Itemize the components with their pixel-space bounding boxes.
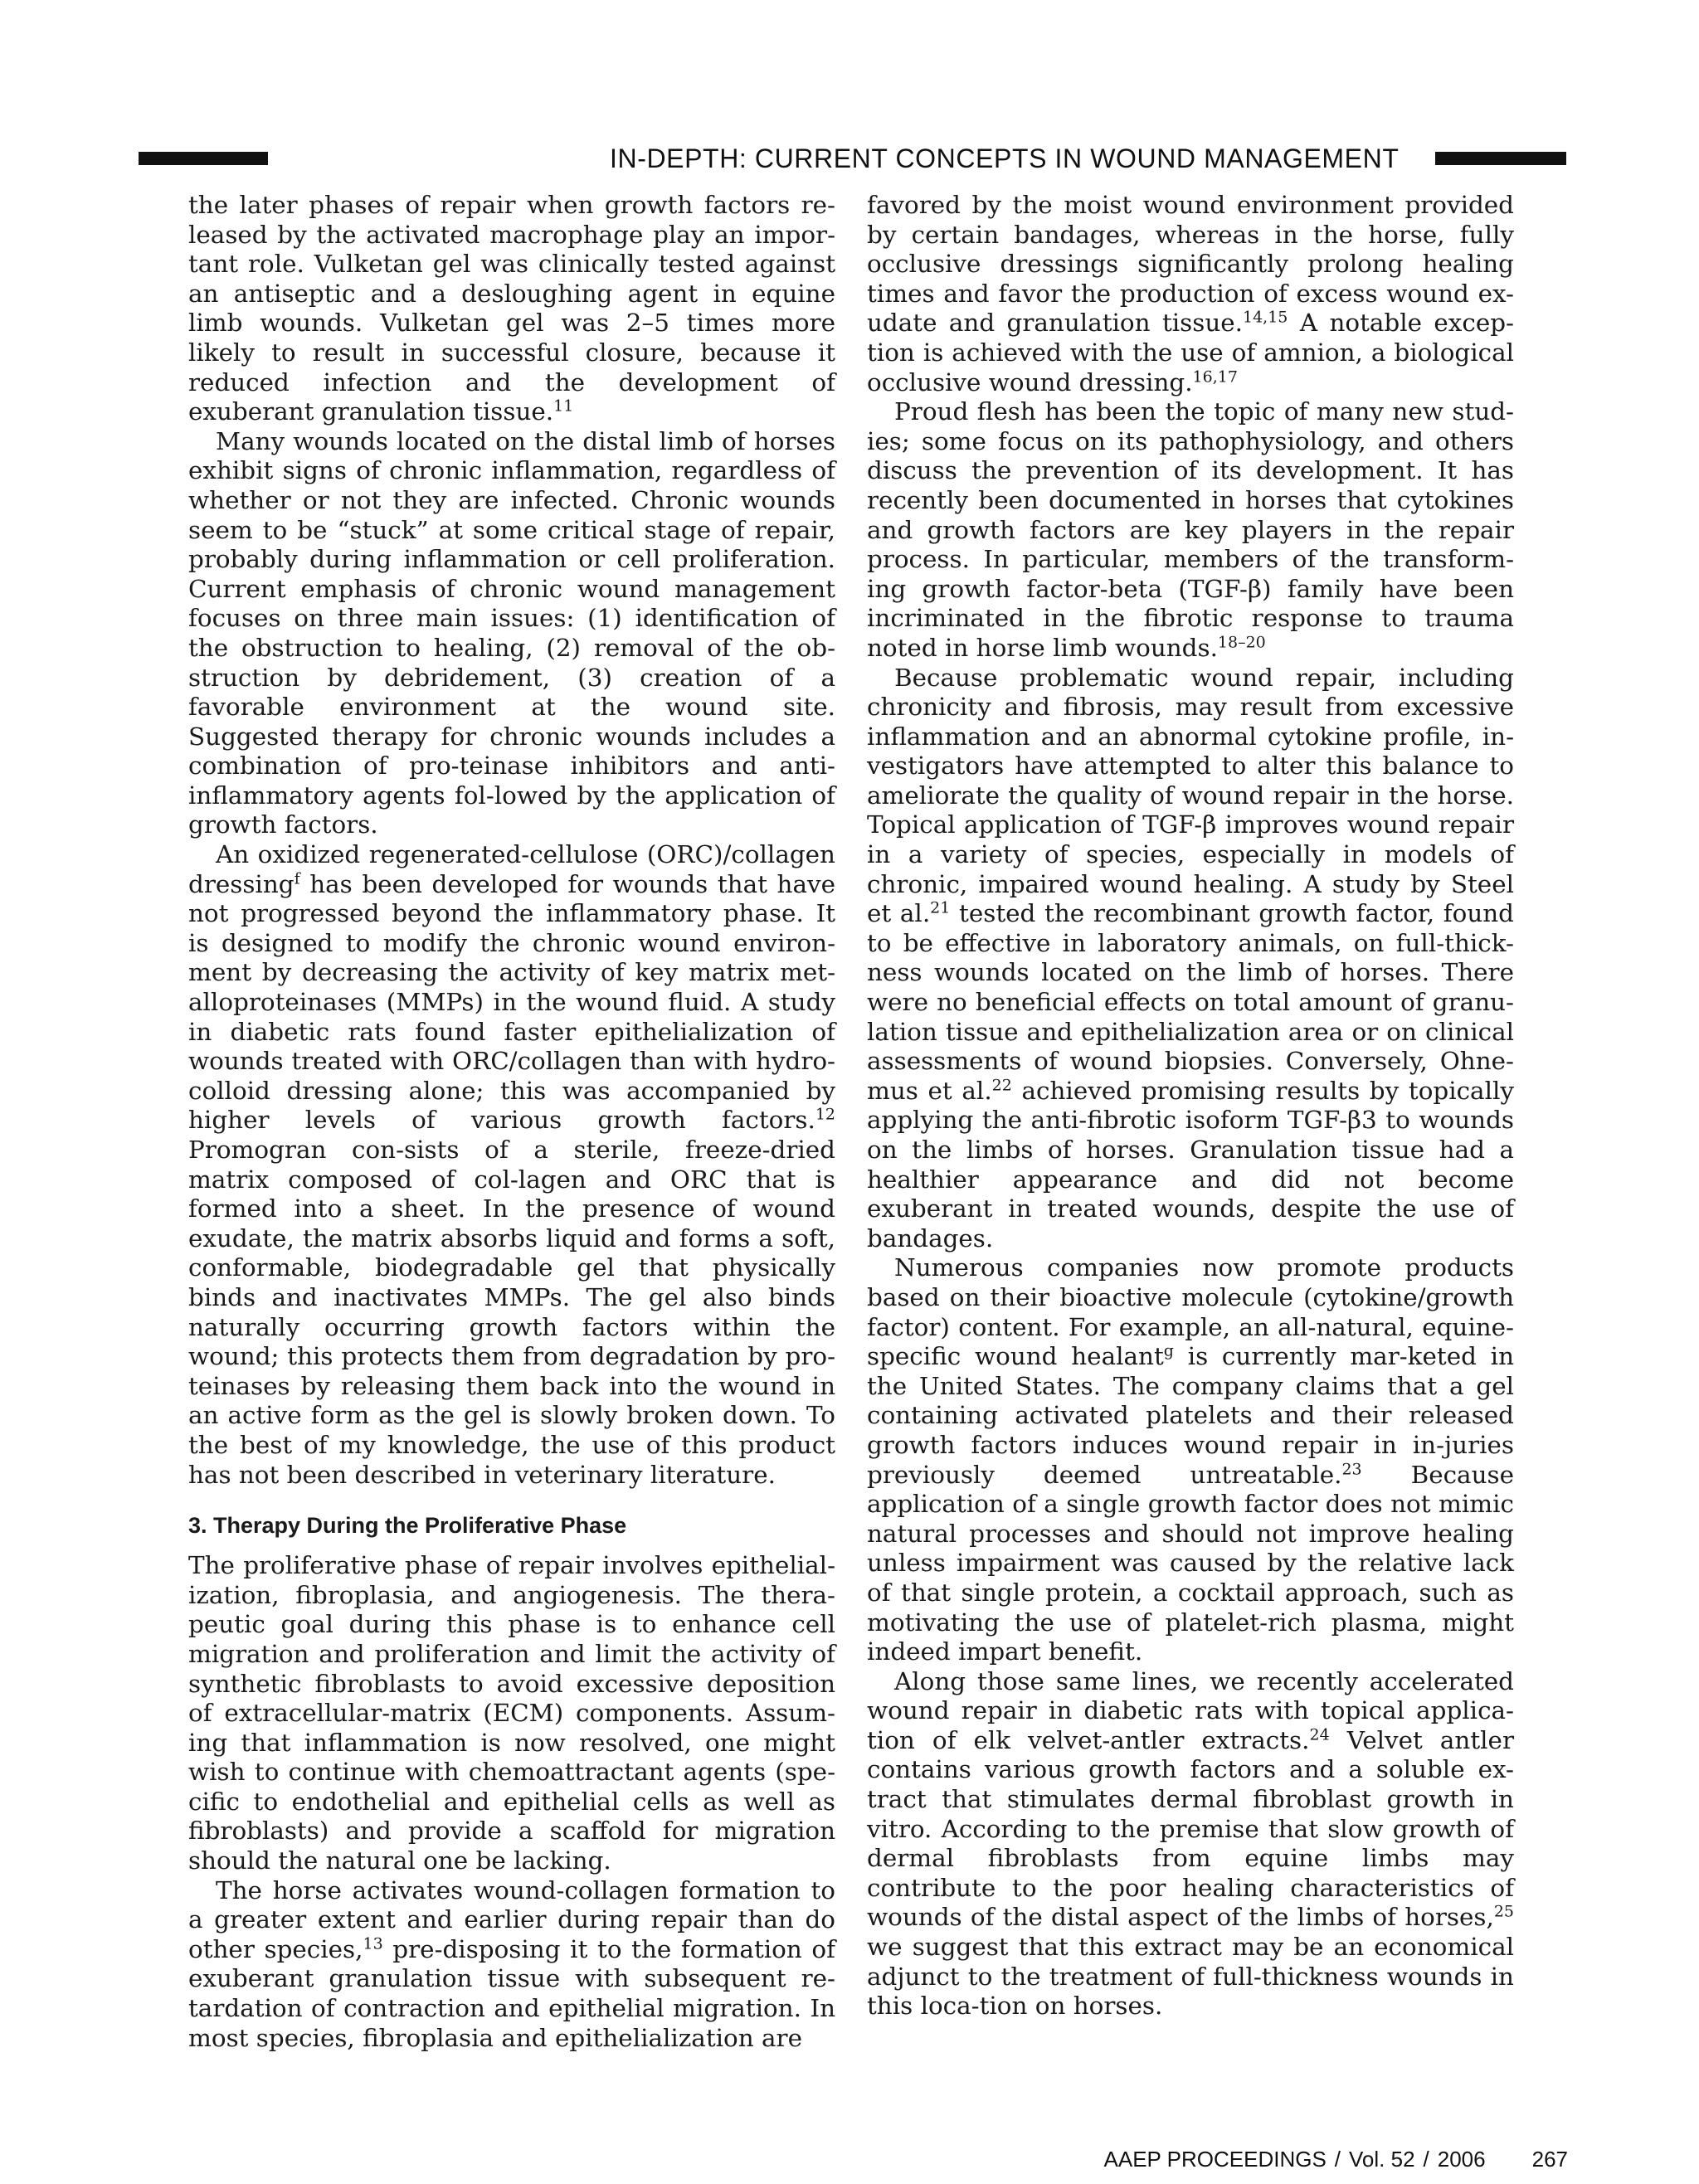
right-column — [867, 191, 1514, 2021]
paragraph: favored by the moist wound environment provided by certain bandages, whereas in the horse, fully occlusive dressings significantly prolong healing times and favor the production of excess wound ex-udate and granulation tissue.$^{14,15}$ A notable excep-tion is achieved with the use of amnion, a biological occlusive wound dressing.$^{16,17}$ — [867, 191, 1514, 396]
running-header: IN-DEPTH: CURRENT CONCEPTS IN WOUND MANAGEMENT — [610, 143, 1400, 173]
paragraph: The proliferative phase of repair involves epithelial-ization, fibroplasia, and angiogenesis. The thera-peutic goal during this phase is to enhance cell migration and proliferation and limit the activity of synthetic fibroblasts to avoid excessive deposition of extracellular-matrix (ECM) components. Assum-ing that inflammation is now resolved, one might wish to continue with chemoattractant agents (spe-cific to endothelial and epithelial cells as well as fibroblasts) and provide a scaffold for migration should the natural one be lacking. — [188, 1551, 835, 1875]
citation-ref: 11 — [553, 396, 574, 416]
citation-ref: 13 — [363, 1934, 383, 1953]
citation-ref: 21 — [930, 898, 951, 917]
footnote-marker: f — [294, 869, 300, 888]
paragraph: An oxidized regenerated-cellulose (ORC)/collagen dressing$^f$ has been developed for wounds that have not progressed beyond the inflammatory phase. It is designed to modify the chronic wound environ-ment by decreasing the activity of key matrix met-alloproteinases (MMPs) in the wound fluid. A study in diabetic rats found faster epithelialization of wounds treated with ORC/collagen than with hydro-colloid dressing alone; this was accompanied by higher levels of various growth factors.$^{12}$ Promogran con-sists of a sterile, freeze-dried matrix composed of col-lagen and ORC that is formed into a sheet. In the presence of wound exudate, the matrix absorbs liquid and forms a soft, conformable, biodegradable gel that physically binds and inactivates MMPs. The gel also binds naturally occurring growth factors within the wound; this protects them from degradation by pro-teinases by releasing them back into the wound in an active form as the gel is slowly broken down. To the best of my knowledge, the use of this product has not been described in veterinary literature. — [188, 840, 835, 1489]
page-footer — [1037, 2145, 1568, 2173]
citation-ref: 23 — [1341, 1460, 1362, 1479]
citation-ref: 14,15 — [1243, 308, 1288, 327]
paragraph: Along those same lines, we recently accelerated wound repair in diabetic rats with topical applica-tion of elk velvet-antler extracts.$^{24}$ Velvet antler contains various growth factors and a soluble ex-tract that stimulates dermal fibroblast growth in vitro. According to the premise that slow growth of dermal fibroblasts from equine limbs may contribute to the poor healing characteristics of wounds of the distal aspect of the limbs of horses,$^{25}$ we suggest that this extract may be an economical adjunct to the treatment of full-thickness wounds in this loca-tion on horses. — [867, 1666, 1514, 2021]
section-heading: 3. Therapy During the Proliferative Phase — [188, 1513, 627, 1539]
citation-ref: 18–20 — [1217, 633, 1266, 652]
paragraph: Because problematic wound repair, including chronicity and fibrosis, may result from excessive inflammation and an abnormal cytokine profile, in-vestigators have attempted to alter this balance to ameliorate the quality of wound repair in the horse. Topical application of TGF-β improves wound repair in a variety of species, especially in models of chronic, impaired wound healing. A study by Steel et al.$^{21}$ tested the recombinant growth factor, found to be effective in laboratory animals, on full-thick-ness wounds located on the limb of horses. There were no beneficial effects on total amount of granu-lation tissue and epithelialization area or on clinical assessments of wound biopsies. Conversely, Ohne-mus et al.$^{22}$ achieved promising results by topically applying the anti-fibrotic isoform TGF-β3 to wounds on the limbs of horses. Granulation tissue had a healthier appearance and did not become exuberant in treated wounds, despite the use of bandages. — [867, 663, 1514, 1253]
footer-separator: / — [1334, 2147, 1341, 2172]
footer-separator: / — [1423, 2147, 1429, 2172]
paragraph: The horse activates wound-collagen formation to a greater extent and earlier during repair than do other species,$^{13}$ pre-disposing it to the formation of exuberant granulation tissue with subsequent re-tardation of contraction and epithelial migration. In most species, fibroplasia and epithelialization are — [188, 1875, 835, 2052]
journal-name: AAEP PROCEEDINGS — [1103, 2147, 1327, 2172]
citation-ref: 22 — [991, 1076, 1012, 1095]
left-column — [188, 191, 835, 2053]
footnote-marker: g — [1163, 1341, 1174, 1360]
paragraph: the later phases of repair when growth factors re-leased by the activated macrophage play an impor-tant role. Vulketan gel was clinically tested against an antiseptic and a desloughing agent in equine limb wounds. Vulketan gel was 2–5 times more likely to result in successful closure, because it reduced infection and the development of exuberant granulation tissue.$^{11}$ — [188, 191, 835, 426]
citation-ref: 25 — [1493, 1903, 1514, 1921]
citation-ref: 12 — [815, 1105, 835, 1124]
volume: Vol. 52 — [1349, 2147, 1415, 2172]
paragraph: Numerous companies now promote products based on their bioactive molecule (cytokine/growth factor) content. For example, an all-natural, equine-specific wound healant$^g$ is currently mar-keted in the United States. The company claims that a gel containing activated platelets and their released growth factors induces wound repair in in-juries previously deemed untreatable.$^{23}$ Because application of a single growth factor does not mimic natural processes and should not improve healing unless impairment was caused by the relative lack of that single protein, a cocktail approach, such as motivating the use of platelet-rich plasma, might indeed impart benefit. — [867, 1253, 1514, 1666]
paragraph: Proud flesh has been the topic of many new stud-ies; some focus on its pathophysiology, and others discuss the prevention of its development. It has recently been documented in horses that cytokines and growth factors are key players in the repair process. In particular, members of the transform-ing growth factor-beta (TGF-β) family have been incriminated in the fibrotic response to trauma noted in horse limb wounds.$^{18-20}$ — [867, 397, 1514, 662]
paragraph: Many wounds located on the distal limb of horses exhibit signs of chronic inflammation, regardless of whether or not they are infected. Chronic wounds seem to be “stuck” at some critical stage of repair, probably during inflammation or cell proliferation. Current emphasis of chronic wound management focuses on three main issues: (1) identification of the obstruction to healing, (2) removal of the ob-struction by debridement, (3) creation of a favorable environment at the wound site. Suggested therapy for chronic wounds includes a combination of pro-teinase inhibitors and anti-inflammatory agents fol-lowed by the application of growth factors. — [188, 426, 835, 839]
header-rule-right — [1435, 152, 1566, 165]
citation-ref: 16,17 — [1192, 367, 1238, 387]
year: 2006 — [1437, 2147, 1486, 2172]
header-rule-left — [139, 152, 268, 165]
page-number: 267 — [1531, 2147, 1568, 2172]
citation-ref: 24 — [1309, 1725, 1330, 1744]
